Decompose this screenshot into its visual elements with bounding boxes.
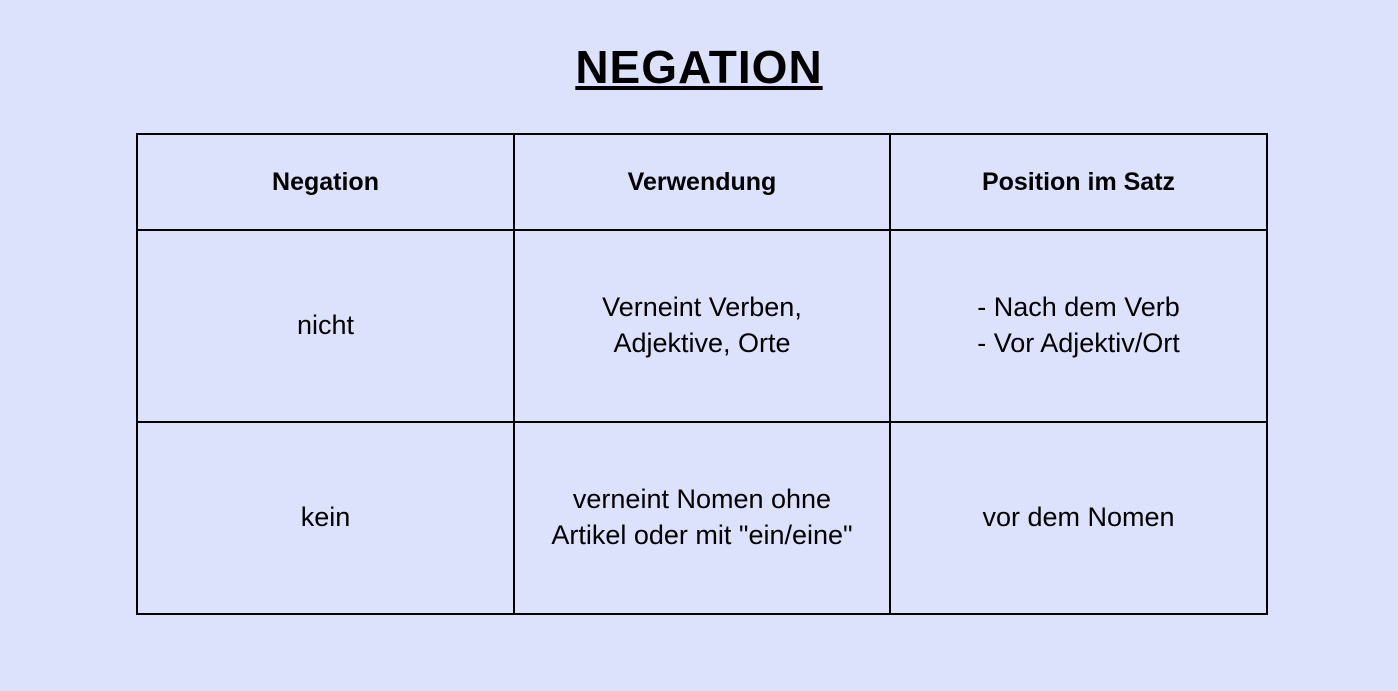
cell-line: - Vor Adjektiv/Ort: [977, 328, 1180, 358]
cell-line: Adjektive, Orte: [613, 328, 791, 358]
cell-line: verneint Nomen ohne: [572, 484, 832, 515]
cell-verwendung-kein: [514, 422, 890, 614]
cell-negation-nicht: nicht: [137, 230, 514, 422]
table-header-row: [137, 134, 1267, 230]
negation-table: [136, 133, 1268, 615]
cell-line: - Nach dem Verb: [977, 292, 1180, 323]
cell-verwendung-nicht: [514, 230, 890, 422]
cell-negation-kein: kein: [137, 422, 514, 614]
page-title: NEGATION: [575, 41, 823, 93]
column-header-position: Position im Satz: [890, 134, 1267, 230]
column-header-verwendung: Verwendung: [514, 134, 890, 230]
cell-position-nicht: [890, 230, 1267, 422]
cell-line: Artikel oder mit "ein/eine": [551, 520, 853, 550]
cell-line: vor dem Nomen: [982, 502, 1175, 533]
table-row: [137, 230, 1267, 422]
cell-position-kein: [890, 422, 1267, 614]
cell-line: Verneint Verben,: [602, 292, 802, 323]
negation-table-wrapper: [136, 133, 1266, 615]
table-row: [137, 422, 1267, 614]
column-header-negation: Negation: [137, 134, 514, 230]
